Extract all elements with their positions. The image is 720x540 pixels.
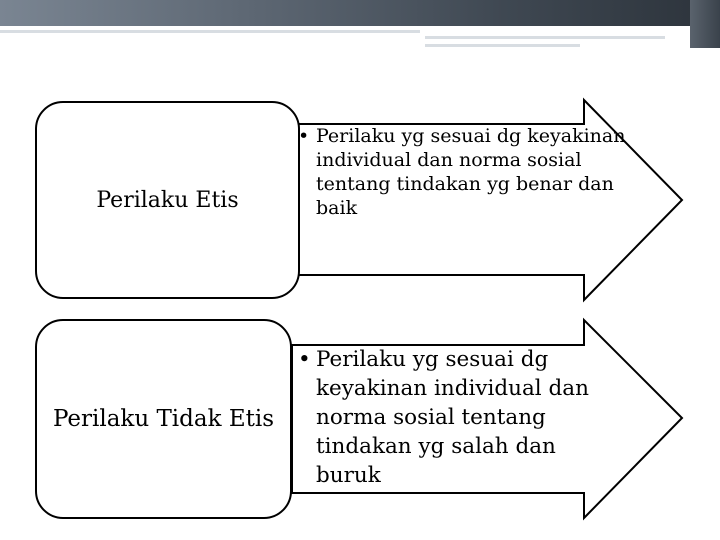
description-tidak-etis xyxy=(298,345,598,490)
label-box-tidak-etis xyxy=(35,319,292,519)
label-box-etis xyxy=(35,101,300,299)
description-etis-text: Perilaku yg sesuai dg keyakinan individual dan norma sosial tentang tindakan yg benar dan baik xyxy=(316,125,626,219)
description-etis xyxy=(298,124,628,220)
bullet-icon: • xyxy=(298,347,311,372)
label-perilaku-tidak-etis: Perilaku Tidak Etis xyxy=(52,406,275,432)
bullet-icon: • xyxy=(298,125,310,147)
description-tidak-etis-text: Perilaku yg sesuai dg keyakinan individual dan norma sosial tentang tindakan yg salah dan buruk xyxy=(316,347,589,488)
label-perilaku-etis: Perilaku Etis xyxy=(96,187,239,213)
